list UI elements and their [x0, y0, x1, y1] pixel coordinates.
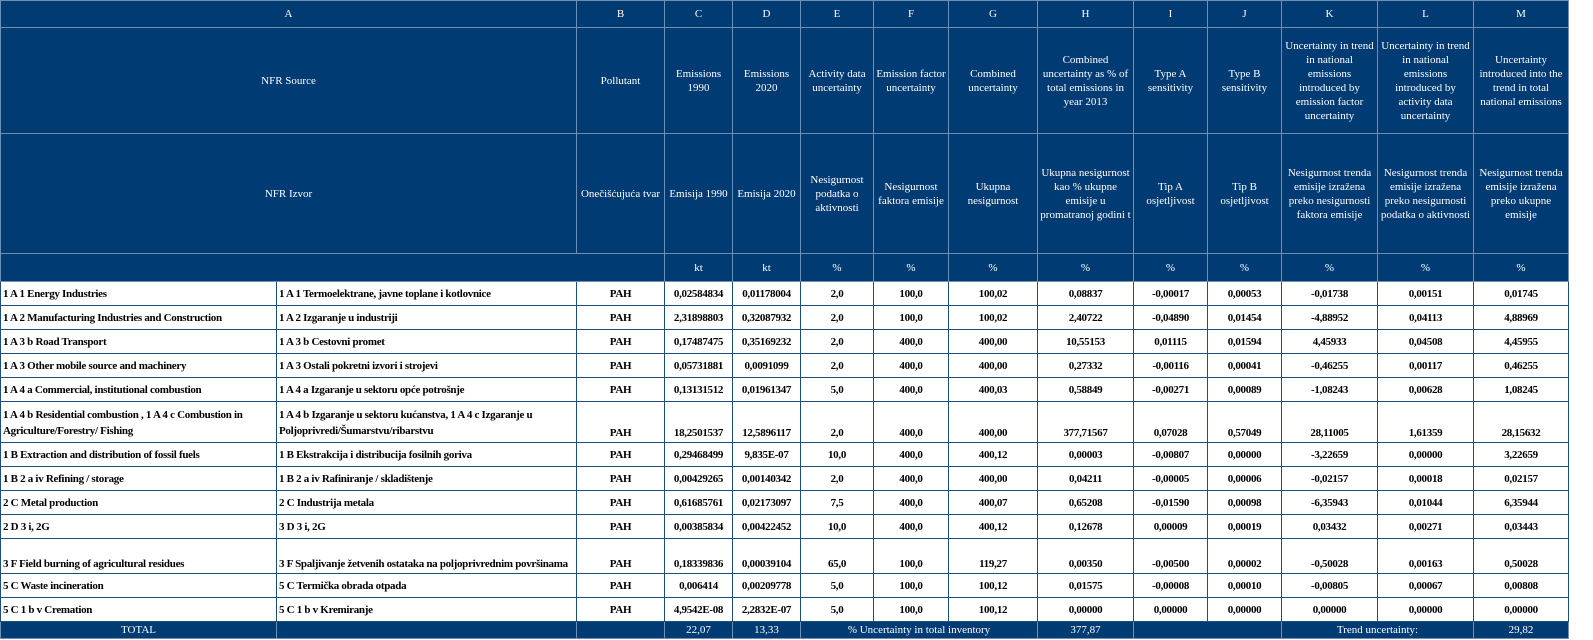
nfr-source-cell[interactable]: 2 D 3 i, 2G: [1, 515, 277, 539]
value-cell[interactable]: PAH: [577, 402, 665, 443]
value-cell[interactable]: 0,29468499: [665, 443, 733, 467]
unit-cell[interactable]: %: [1378, 254, 1474, 282]
value-cell[interactable]: 0,00041: [1208, 354, 1282, 378]
value-cell[interactable]: 2,40722: [1038, 306, 1134, 330]
value-cell[interactable]: 5,0: [801, 378, 874, 402]
nfr-izvor-cell[interactable]: 1 B 2 a iv Rafiniranje / skladištenje: [277, 467, 577, 491]
value-cell[interactable]: 100,0: [874, 306, 949, 330]
header-hr-cell[interactable]: Ukupna nesigurnost: [949, 134, 1038, 254]
value-cell[interactable]: PAH: [577, 491, 665, 515]
value-cell[interactable]: 4,45933: [1282, 330, 1378, 354]
header-en-cell[interactable]: Emissions 1990: [665, 28, 733, 134]
value-cell[interactable]: 100,12: [949, 598, 1038, 622]
value-cell[interactable]: PAH: [577, 598, 665, 622]
value-cell[interactable]: 0,03443: [1474, 515, 1569, 539]
value-cell[interactable]: 0,46255: [1474, 354, 1569, 378]
value-cell[interactable]: 0,00000: [1208, 598, 1282, 622]
column-letter-k[interactable]: K: [1282, 1, 1378, 28]
column-letter-g[interactable]: G: [949, 1, 1038, 28]
value-cell[interactable]: 0,00010: [1208, 574, 1282, 598]
value-cell[interactable]: 0,01575: [1038, 574, 1134, 598]
value-cell[interactable]: 4,45955: [1474, 330, 1569, 354]
value-cell[interactable]: 400,0: [874, 330, 949, 354]
value-cell[interactable]: PAH: [577, 282, 665, 306]
value-cell[interactable]: 0,00209778: [733, 574, 801, 598]
value-cell[interactable]: PAH: [577, 467, 665, 491]
header-hr-cell[interactable]: Nesigurnost trenda emisije izražena preko nesigurnosti podatka o aktivnosti: [1378, 134, 1474, 254]
table-row: [1, 598, 1569, 622]
header-hr-cell[interactable]: Nesigurnost trenda emisije izražena preko ukupne emisije: [1474, 134, 1569, 254]
unit-cell[interactable]: %: [1474, 254, 1569, 282]
value-cell[interactable]: -0,46255: [1282, 354, 1378, 378]
value-cell[interactable]: 100,0: [874, 282, 949, 306]
value-cell[interactable]: 0,00019: [1208, 515, 1282, 539]
value-cell[interactable]: -0,04890: [1134, 306, 1208, 330]
value-cell[interactable]: 0,00151: [1378, 282, 1474, 306]
nfr-source-cell[interactable]: 5 C 1 b v Cremation: [1, 598, 277, 622]
nfr-izvor-cell[interactable]: 3 D 3 i, 2G: [277, 515, 577, 539]
value-cell[interactable]: PAH: [577, 539, 665, 574]
header-english-row: [1, 28, 1569, 134]
value-cell[interactable]: -0,00008: [1134, 574, 1208, 598]
value-cell[interactable]: 0,07028: [1134, 402, 1208, 443]
value-cell[interactable]: 0,00000: [1208, 443, 1282, 467]
value-cell[interactable]: 0,05731881: [665, 354, 733, 378]
nfr-source-cell[interactable]: 1 A 2 Manufacturing Industries and Construction: [1, 306, 277, 330]
value-cell[interactable]: 400,03: [949, 378, 1038, 402]
total-emissions-2020[interactable]: 13,33: [733, 622, 801, 639]
header-en-cell[interactable]: NFR Source: [1, 28, 577, 134]
value-cell[interactable]: 5,0: [801, 574, 874, 598]
table-row: [1, 539, 1569, 574]
value-cell[interactable]: 0,00140342: [733, 467, 801, 491]
column-letter-e[interactable]: E: [801, 1, 874, 28]
value-cell[interactable]: 0,00000: [1378, 443, 1474, 467]
header-en-cell[interactable]: Emission factor uncertainty: [874, 28, 949, 134]
value-cell[interactable]: 0,35169232: [733, 330, 801, 354]
value-cell[interactable]: 0,00271: [1378, 515, 1474, 539]
column-letter-c[interactable]: C: [665, 1, 733, 28]
value-cell[interactable]: 0,04113: [1378, 306, 1474, 330]
value-cell[interactable]: -0,50028: [1282, 539, 1378, 574]
table-row: [1, 402, 1569, 443]
total-row: [1, 622, 1569, 639]
nfr-izvor-cell[interactable]: 5 C 1 b v Kremiranje: [277, 598, 577, 622]
value-cell[interactable]: 65,0: [801, 539, 874, 574]
value-cell[interactable]: 7,5: [801, 491, 874, 515]
value-cell[interactable]: 0,0091099: [733, 354, 801, 378]
column-letter-j[interactable]: J: [1208, 1, 1282, 28]
nfr-source-cell[interactable]: 1 B Extraction and distribution of fossil fuels: [1, 443, 277, 467]
header-hr-cell[interactable]: Emisija 2020: [733, 134, 801, 254]
column-letter-i[interactable]: I: [1134, 1, 1208, 28]
value-cell[interactable]: 377,71567: [1038, 402, 1134, 443]
value-cell[interactable]: 0,17487475: [665, 330, 733, 354]
value-cell[interactable]: 100,0: [874, 574, 949, 598]
value-cell[interactable]: 28,11005: [1282, 402, 1378, 443]
value-cell[interactable]: 0,04211: [1038, 467, 1134, 491]
value-cell[interactable]: 100,02: [949, 282, 1038, 306]
value-cell[interactable]: 0,65208: [1038, 491, 1134, 515]
value-cell[interactable]: 0,00117: [1378, 354, 1474, 378]
nfr-izvor-cell[interactable]: 1 A 4 b Izgaranje u sektoru kućanstva, 1 A 4 c Izgaranje u Poljoprivredi/Šumarstvu/ribarstvu: [277, 402, 577, 443]
table-row: [1, 378, 1569, 402]
value-cell[interactable]: 0,00000: [1474, 598, 1569, 622]
value-cell[interactable]: -1,08243: [1282, 378, 1378, 402]
unit-cell[interactable]: kt: [733, 254, 801, 282]
value-cell[interactable]: 100,0: [874, 598, 949, 622]
value-cell[interactable]: PAH: [577, 515, 665, 539]
value-cell[interactable]: 1,08245: [1474, 378, 1569, 402]
value-cell[interactable]: 10,55153: [1038, 330, 1134, 354]
column-letter-m[interactable]: M: [1474, 1, 1569, 28]
table-row: [1, 515, 1569, 539]
value-cell[interactable]: 0,18339836: [665, 539, 733, 574]
value-cell[interactable]: 0,03432: [1282, 515, 1378, 539]
value-cell[interactable]: 400,12: [949, 515, 1038, 539]
value-cell[interactable]: 0,00053: [1208, 282, 1282, 306]
value-cell[interactable]: 0,01044: [1378, 491, 1474, 515]
nfr-source-cell[interactable]: 1 A 4 a Commercial, institutional combustion: [1, 378, 277, 402]
nfr-izvor-cell[interactable]: 1 B Ekstrakcija i distribucija fosilnih goriva: [277, 443, 577, 467]
value-cell[interactable]: -0,00500: [1134, 539, 1208, 574]
value-cell[interactable]: 0,12678: [1038, 515, 1134, 539]
value-cell[interactable]: 0,006414: [665, 574, 733, 598]
value-cell[interactable]: 0,01454: [1208, 306, 1282, 330]
value-cell[interactable]: 0,01178004: [733, 282, 801, 306]
value-cell[interactable]: 0,00429265: [665, 467, 733, 491]
value-cell[interactable]: 400,12: [949, 443, 1038, 467]
value-cell[interactable]: -0,01590: [1134, 491, 1208, 515]
value-cell[interactable]: PAH: [577, 443, 665, 467]
value-cell[interactable]: 1,61359: [1378, 402, 1474, 443]
value-cell[interactable]: 0,00422452: [733, 515, 801, 539]
total-label: TOTAL: [1, 622, 277, 639]
value-cell[interactable]: 0,00163: [1378, 539, 1474, 574]
value-cell[interactable]: 12,5896117: [733, 402, 801, 443]
value-cell[interactable]: 4,88969: [1474, 306, 1569, 330]
header-en-cell[interactable]: Activity data uncertainty: [801, 28, 874, 134]
value-cell[interactable]: 6,35944: [1474, 491, 1569, 515]
value-cell[interactable]: 0,02157: [1474, 467, 1569, 491]
value-cell[interactable]: 0,00089: [1208, 378, 1282, 402]
unit-cell[interactable]: %: [1282, 254, 1378, 282]
value-cell[interactable]: 400,0: [874, 378, 949, 402]
value-cell[interactable]: 0,00003: [1038, 443, 1134, 467]
header-croatian-row: [1, 134, 1569, 254]
table-row: [1, 491, 1569, 515]
value-cell[interactable]: 0,04508: [1378, 330, 1474, 354]
header-hr-cell[interactable]: Ukupna nesigurnost kao % ukupne emisije u promatranoj godini t: [1038, 134, 1134, 254]
nfr-izvor-cell[interactable]: 1 A 2 Izgaranje u industriji: [277, 306, 577, 330]
value-cell[interactable]: 400,0: [874, 491, 949, 515]
value-cell[interactable]: 3,22659: [1474, 443, 1569, 467]
value-cell[interactable]: -0,00017: [1134, 282, 1208, 306]
value-cell[interactable]: 119,27: [949, 539, 1038, 574]
value-cell[interactable]: 0,01961347: [733, 378, 801, 402]
nfr-izvor-cell[interactable]: 1 A 1 Termoelektrane, javne toplane i kotlovnice: [277, 282, 577, 306]
value-cell[interactable]: 400,0: [874, 515, 949, 539]
value-cell[interactable]: 2,0: [801, 306, 874, 330]
value-cell[interactable]: 0,00006: [1208, 467, 1282, 491]
value-cell[interactable]: 0,00000: [1282, 598, 1378, 622]
nfr-izvor-cell[interactable]: 3 F Spaljivanje žetvenih ostataka na poljoprivrednim površinama: [277, 539, 577, 574]
value-cell[interactable]: 0,00000: [1134, 598, 1208, 622]
value-cell[interactable]: -0,00005: [1134, 467, 1208, 491]
value-cell[interactable]: 0,02584834: [665, 282, 733, 306]
header-en-cell[interactable]: Uncertainty in trend in national emissions introduced by emission factor uncertainty: [1282, 28, 1378, 134]
nfr-izvor-cell[interactable]: 1 A 3 Ostali pokretni izvori i strojevi: [277, 354, 577, 378]
value-cell[interactable]: PAH: [577, 574, 665, 598]
value-cell[interactable]: 400,00: [949, 467, 1038, 491]
table-row: [1, 574, 1569, 598]
header-en-cell[interactable]: Pollutant: [577, 28, 665, 134]
nfr-source-cell[interactable]: 1 B 2 a iv Refining / storage: [1, 467, 277, 491]
nfr-izvor-cell[interactable]: 5 C Termička obrada otpada: [277, 574, 577, 598]
header-hr-cell[interactable]: Nesigurnost podatka o aktivnosti: [801, 134, 874, 254]
header-hr-cell[interactable]: Emisija 1990: [665, 134, 733, 254]
value-cell[interactable]: 400,07: [949, 491, 1038, 515]
column-letter-a[interactable]: A: [1, 1, 577, 28]
value-cell[interactable]: 2,0: [801, 467, 874, 491]
value-cell[interactable]: 2,31898803: [665, 306, 733, 330]
column-letters-row: [1, 1, 1569, 28]
value-cell[interactable]: 4,9542E-08: [665, 598, 733, 622]
nfr-izvor-cell[interactable]: 1 A 3 b Cestovni promet: [277, 330, 577, 354]
header-hr-cell[interactable]: Tip A osjetljivost: [1134, 134, 1208, 254]
value-cell[interactable]: 0,00000: [1378, 598, 1474, 622]
value-cell[interactable]: 0,00098: [1208, 491, 1282, 515]
header-en-cell[interactable]: Type B sensitivity: [1208, 28, 1282, 134]
total-emissions-1990[interactable]: 22,07: [665, 622, 733, 639]
value-cell[interactable]: -3,22659: [1282, 443, 1378, 467]
value-cell[interactable]: 100,12: [949, 574, 1038, 598]
value-cell[interactable]: 2,2832E-07: [733, 598, 801, 622]
value-cell[interactable]: 100,02: [949, 306, 1038, 330]
value-cell[interactable]: 18,2501537: [665, 402, 733, 443]
nfr-source-cell[interactable]: 1 A 4 b Residential combustion , 1 A 4 c Combustion in Agriculture/Forestry/ Fishing: [1, 402, 277, 443]
header-en-cell[interactable]: Uncertainty in trend in national emissions introduced by activity data uncertainty: [1378, 28, 1474, 134]
unit-cell[interactable]: %: [949, 254, 1038, 282]
value-cell[interactable]: 400,0: [874, 402, 949, 443]
unit-cell[interactable]: %: [1038, 254, 1134, 282]
value-cell[interactable]: 400,00: [949, 330, 1038, 354]
value-cell[interactable]: 0,32087932: [733, 306, 801, 330]
value-cell[interactable]: 2,0: [801, 354, 874, 378]
value-cell[interactable]: 0,00808: [1474, 574, 1569, 598]
header-hr-cell[interactable]: NFR Izvor: [1, 134, 577, 254]
value-cell[interactable]: 0,61685761: [665, 491, 733, 515]
header-en-cell[interactable]: Combined uncertainty as % of total emissions in year 2013: [1038, 28, 1134, 134]
header-hr-cell[interactable]: Onečišćujuća tvar: [577, 134, 665, 254]
trend-uncertainty-value[interactable]: 29,82: [1474, 622, 1569, 639]
units-row: [1, 254, 1569, 282]
nfr-source-cell[interactable]: 3 F Field burning of agricultural residues: [1, 539, 277, 574]
table-row: [1, 443, 1569, 467]
units-blank[interactable]: [1, 254, 665, 282]
value-cell[interactable]: 0,58849: [1038, 378, 1134, 402]
header-en-cell[interactable]: Combined uncertainty: [949, 28, 1038, 134]
value-cell[interactable]: 0,08837: [1038, 282, 1134, 306]
table-row: [1, 354, 1569, 378]
value-cell[interactable]: 400,0: [874, 354, 949, 378]
value-cell[interactable]: 400,0: [874, 443, 949, 467]
value-cell[interactable]: 0,01594: [1208, 330, 1282, 354]
column-letter-h[interactable]: H: [1038, 1, 1134, 28]
column-letter-b[interactable]: B: [577, 1, 665, 28]
unit-cell[interactable]: %: [1208, 254, 1282, 282]
value-cell[interactable]: 0,00385834: [665, 515, 733, 539]
value-cell[interactable]: 0,00002: [1208, 539, 1282, 574]
table-row: [1, 282, 1569, 306]
value-cell[interactable]: 0,00009: [1134, 515, 1208, 539]
value-cell[interactable]: -4,88952: [1282, 306, 1378, 330]
value-cell[interactable]: 9,835E-07: [733, 443, 801, 467]
value-cell[interactable]: 0,00039104: [733, 539, 801, 574]
value-cell[interactable]: 0,57049: [1208, 402, 1282, 443]
column-letter-d[interactable]: D: [733, 1, 801, 28]
nfr-source-cell[interactable]: 1 A 3 b Road Transport: [1, 330, 277, 354]
value-cell[interactable]: PAH: [577, 354, 665, 378]
header-en-cell[interactable]: Uncertainty introduced into the trend in total national emissions: [1474, 28, 1569, 134]
value-cell[interactable]: -0,00807: [1134, 443, 1208, 467]
value-cell[interactable]: PAH: [577, 378, 665, 402]
nfr-source-cell[interactable]: 1 A 1 Energy Industries: [1, 282, 277, 306]
unit-cell[interactable]: %: [801, 254, 874, 282]
value-cell[interactable]: 400,0: [874, 467, 949, 491]
value-cell[interactable]: 0,27332: [1038, 354, 1134, 378]
value-cell[interactable]: 0,00000: [1038, 598, 1134, 622]
value-cell[interactable]: 28,15632: [1474, 402, 1569, 443]
value-cell[interactable]: PAH: [577, 330, 665, 354]
header-hr-cell[interactable]: Tip B osjetljivost: [1208, 134, 1282, 254]
value-cell[interactable]: -0,00805: [1282, 574, 1378, 598]
value-cell[interactable]: -0,01738: [1282, 282, 1378, 306]
column-letter-f[interactable]: F: [874, 1, 949, 28]
value-cell[interactable]: -0,00271: [1134, 378, 1208, 402]
value-cell[interactable]: 2,0: [801, 402, 874, 443]
column-letter-l[interactable]: L: [1378, 1, 1474, 28]
value-cell[interactable]: 0,50028: [1474, 539, 1569, 574]
unit-cell[interactable]: kt: [665, 254, 733, 282]
nfr-source-cell[interactable]: 5 C Waste incineration: [1, 574, 277, 598]
header-en-cell[interactable]: Emissions 2020: [733, 28, 801, 134]
value-cell[interactable]: PAH: [577, 306, 665, 330]
value-cell[interactable]: 0,13131512: [665, 378, 733, 402]
header-en-cell[interactable]: Type A sensitivity: [1134, 28, 1208, 134]
value-cell[interactable]: 0,00067: [1378, 574, 1474, 598]
nfr-izvor-cell[interactable]: 2 C Industrija metala: [277, 491, 577, 515]
value-cell[interactable]: -6,35943: [1282, 491, 1378, 515]
nfr-source-cell[interactable]: 1 A 3 Other mobile source and machinery: [1, 354, 277, 378]
unit-cell[interactable]: %: [1134, 254, 1208, 282]
trend-uncertainty-label: Trend uncertainty:: [1282, 622, 1474, 639]
value-cell[interactable]: 0,00018: [1378, 467, 1474, 491]
table-row: [1, 306, 1569, 330]
value-cell[interactable]: -0,02157: [1282, 467, 1378, 491]
value-cell[interactable]: -0,00116: [1134, 354, 1208, 378]
value-cell[interactable]: 0,02173097: [733, 491, 801, 515]
value-cell[interactable]: 0,00628: [1378, 378, 1474, 402]
unit-cell[interactable]: %: [874, 254, 949, 282]
value-cell[interactable]: 2,0: [801, 330, 874, 354]
nfr-izvor-cell[interactable]: 1 A 4 a Izgaranje u sektoru opće potrošnje: [277, 378, 577, 402]
nfr-source-cell[interactable]: 2 C Metal production: [1, 491, 277, 515]
value-cell[interactable]: 2,0: [801, 282, 874, 306]
value-cell[interactable]: 10,0: [801, 515, 874, 539]
inventory-uncertainty-value[interactable]: 377,87: [1038, 622, 1134, 639]
value-cell[interactable]: 400,00: [949, 354, 1038, 378]
value-cell[interactable]: 5,0: [801, 598, 874, 622]
table-row: [1, 467, 1569, 491]
inventory-uncertainty-label: % Uncertainty in total inventory: [801, 622, 1038, 639]
value-cell[interactable]: 100,0: [874, 539, 949, 574]
value-cell[interactable]: 0,00350: [1038, 539, 1134, 574]
value-cell[interactable]: 0,01115: [1134, 330, 1208, 354]
header-hr-cell[interactable]: Nesigurnost trenda emisije izražena preko nesigurnosti faktora emisije: [1282, 134, 1378, 254]
value-cell[interactable]: 10,0: [801, 443, 874, 467]
header-hr-cell[interactable]: Nesigurnost faktora emisije: [874, 134, 949, 254]
value-cell[interactable]: 0,01745: [1474, 282, 1569, 306]
table-row: [1, 330, 1569, 354]
value-cell[interactable]: 400,00: [949, 402, 1038, 443]
